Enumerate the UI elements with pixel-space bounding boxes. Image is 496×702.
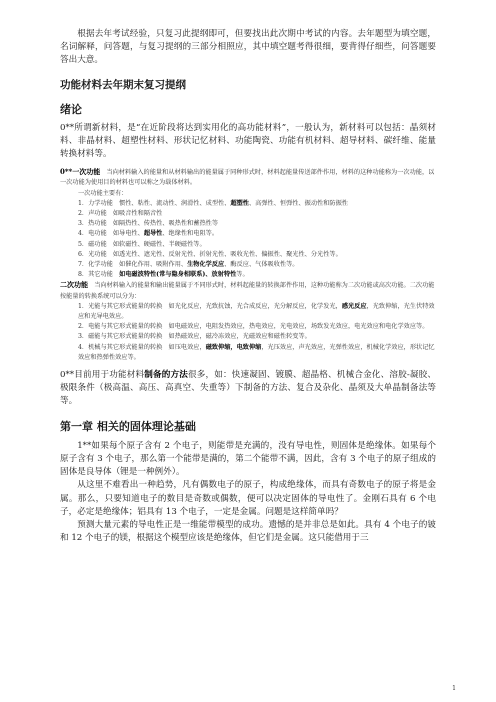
- list-item: 1．光能与其它形式能量的转换 如光化反应，光致抗蚀，光合成反应，光分解反应，化学发光，感光反应，光致伸缩，光生伏特效应和光导电效应。: [78, 302, 435, 321]
- list-item: 3．热功能 如隔热性、传热性、吸热性和蓄热性等: [78, 220, 219, 228]
- primary-function-list: [60, 199, 436, 281]
- secondary-function-text: 当向材料输入的能量和输出能量属于不同形式时，材料起能量的转换部件作用，这种功能称为二次功能或高次功能。二次功能按能量的转换系统可以分为：: [60, 282, 435, 300]
- primary-function-head: 一次功能主要有：: [78, 189, 128, 197]
- section-heading-intro: 绪论: [60, 102, 82, 116]
- chapter-paragraph-3: 预测大量元素的导电性正是一维能带模型的成功。遗憾的是并非总是如此。具有 4 个电子的铍和 12 个电子的镁，根据这个模型应该是绝缘体，但它们是金属。这只能借用于三: [60, 519, 436, 544]
- list-item: 4．机械与其它形式能量的转换 如压电效应，磁致伸缩，电致伸缩，光压效应，声光效应，光弹性效应，机械化学效应，形状记忆效应和热弹性效应等。: [78, 343, 435, 361]
- secondary-function-definition: [60, 280, 436, 301]
- new-material-definition: 0**所谓新材料，是“在近阶段将达到实用化的高功能材料”，一般认为，新材料可以包括：晶须材料、非晶材料、超塑性材料、形状记忆材料、功能陶瓷、功能有机材料、超导材料、碳纤维、能量转换材料等。: [60, 122, 436, 160]
- list-item: 2．电能与其它形式能量的转换 如电磁效应，电阻发热效应，热电效应，光电效应，场致发光效应，电光效应和电化学效应等。: [78, 323, 429, 331]
- secondary-function-label: 二次功能: [60, 280, 88, 290]
- preparation-methods-paragraph: 0**目前用于功能材料制备的方法很多，如：快速凝固、镀膜、超晶格、机械合金化、溶胶-凝胶、极限条件（极高温、高压、高真空、失重等）下制备的方法、复合及杂化、晶须及大单晶制备法等等。: [60, 370, 436, 407]
- list-item: 1．力学功能 惯性、粘性、流动性、润滑性、成型性、超塑性、高弹性、恒弹性、振动性和防振性: [78, 199, 348, 207]
- list-item: 4．电功能 如导电性、超导性、绝缘性和电阻等。: [78, 230, 219, 238]
- document-title: 功能材料去年期末复习提纲: [60, 78, 186, 91]
- chapter-title: 第一章 相关的固体理论基础: [60, 419, 196, 433]
- list-item: 2．声功能 如吸音性和隔音性: [78, 210, 163, 218]
- intro-paragraph: 根据去年考试经验，只复习此提纲即可，但要找出此次期中考试的内容。去年题型为填空题，名词解释，问答题，与复习提纲的三部分相照应，其中填空题考得很细，要背得仔细些，问答题要答出大意。: [60, 29, 436, 66]
- list-item: 5．磁功能 如软磁性、硬磁性、半硬磁性等。: [78, 240, 206, 248]
- primary-function-text: 当向材料输入的能量和从材料输出的能量属于同种形式时，材料起能量传送部件作用，材料的这种功能称为一次功能，以一次功能为使用目的材料也可以称之为载体材料。: [60, 169, 435, 187]
- secondary-function-list: [60, 302, 436, 363]
- primary-function-definition: [60, 167, 436, 188]
- primary-function-label: 0**一次功能: [60, 167, 101, 177]
- chapter-paragraph-2: 从这里不难看出一种趋势，凡有偶数电子的原子，构成绝缘体，而具有奇数电子的原子将是金属。那么，只要知道电子的数目是奇数或偶数，便可以决定固体的导电性了。金刚石具有 6 个电子，必定是绝缘体；铝具有 13 个电子，一定是金属。问题是这样简单吗？: [60, 480, 436, 517]
- list-item: 7．化学功能 如催化作用、吸附作用、生物化学反应、酶反应、气体吸收性等。: [78, 261, 299, 269]
- page-number: 1: [452, 685, 456, 692]
- list-item: 8．其它功能 如电磁波特性(常与隐身相联系)、放射特性等。: [78, 271, 249, 279]
- list-item: 3．磁能与其它形式能量的转换 如热磁效应，磁冷冻效应，光磁效应和磁性转变等。: [78, 333, 311, 341]
- chapter-paragraph-1: 1**如果每个原子含有 2 个电子，则能带是充满的，没有导电性，则固体是绝缘体。如果每个原子含有 3 个电子，那么第一个能带是满的，第二个能带不满，因此，含有 3 个电子的原子组成的固体是良导体（锂是一种例外）。: [60, 440, 436, 478]
- list-item: 6．光功能 如透光性、遮光性、反射光性、折射光性、吸收光性、偏振性、聚光性、分光性等。: [78, 250, 342, 258]
